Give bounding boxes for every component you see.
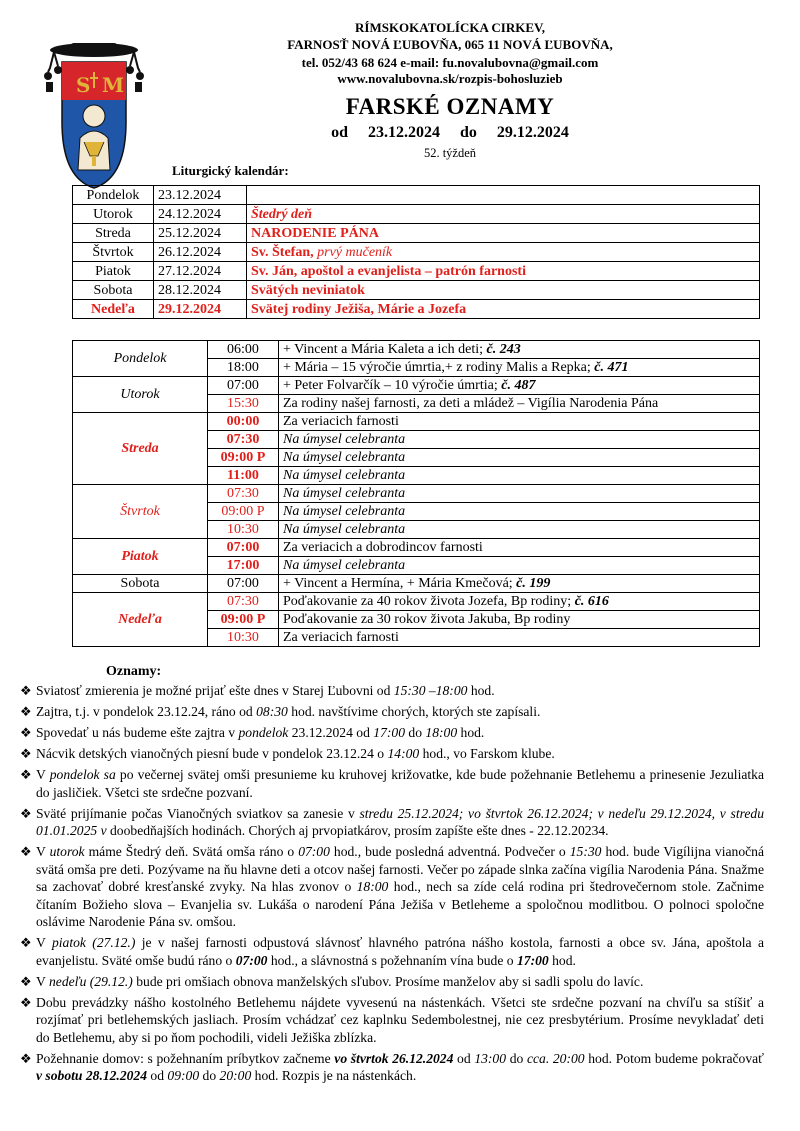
diamond-bullet-icon: ❖ [20, 767, 32, 782]
church-name: RÍMSKOKATOLÍCKA CIRKEV, [355, 20, 545, 35]
table-row: 11:00 Na úmysel celebranta [73, 467, 760, 485]
table-row: 10:30 Za veriacich farnosti [73, 629, 760, 647]
parish-contact: tel. 052/43 68 624 e-mail: fu.novalubovna@gmail.com [301, 55, 599, 70]
list-item: ❖ Nácvik detských vianočných piesní bude v pondelok 23.12.24 o 14:00 hod., vo Farskom klube. [20, 746, 555, 761]
table-row: Piatok 07:00 Za veriacich a dobrodincov farnosti [73, 539, 760, 557]
list-item: ❖ V nedeľu (29.12.) bude pri omšiach obnova manželských sľubov. Prosíme manželov aby si sadli spolu do lavíc. [20, 973, 644, 989]
table-row: 09:00 P Na úmysel celebranta [73, 449, 760, 467]
table-row: Utorok 24.12.2024 Štedrý deň [73, 205, 760, 224]
diamond-bullet-icon: ❖ [20, 994, 32, 1010]
diamond-bullet-icon: ❖ [20, 704, 32, 719]
table-row: Streda 00:00 Za veriacich farnosti [73, 413, 760, 431]
day-cell: Nedeľa [73, 593, 208, 647]
table-row: 18:00 + Mária – 15 výročie úmrtia,+ z rodiny Malis a Repka; č. 471 [73, 359, 760, 377]
parish-crest-logo [40, 38, 148, 190]
table-row: 10:30 Na úmysel celebranta [73, 521, 760, 539]
day-cell: Štvrtok [73, 485, 208, 539]
list-item: ❖ Dobu prevádzky nášho kostolného Betlehemu nájdete vyvesenú na nástenkách. Všetci ste srdečne pozvaní na chvíľu sa stíšiť a rozjímať pri betlehemských jasliach. Prosím vchádzať cez kaplnku Sedembolestnej, nie cez presbytérium. Prosíme nevykladať deti do Betlehemu, aby si po ňom pochodili, videli Ježiška zblízka. [20, 994, 764, 1045]
day-cell: Utorok [73, 377, 208, 413]
mass-schedule-table [72, 340, 760, 647]
parish-address: FARNOSŤ NOVÁ ĽUBOVŇA, 065 11 NOVÁ ĽUBOVŇA, [287, 37, 613, 52]
diamond-bullet-icon: ❖ [20, 683, 32, 698]
svg-text:S: S [76, 73, 91, 97]
table-row: Pondelok 06:00 + Vincent a Mária Kaleta a ich deti; č. 243 [73, 341, 760, 359]
day-cell: Pondelok [73, 341, 208, 377]
table-row: 09:00 P Poďakovanie za 30 rokov života Jakuba, Bp rodiny [73, 611, 760, 629]
table-row: Nedeľa 29.12.2024 Svätej rodiny Ježiša, Márie a Jozefa [73, 300, 760, 319]
parish-website: www.novalubovna.sk/rozpis-bohosluzieb [337, 71, 563, 86]
notices-list [22, 682, 764, 1088]
day-cell: Streda [73, 413, 208, 485]
diamond-bullet-icon: ❖ [20, 805, 32, 821]
table-row: Pondelok 23.12.2024 [73, 186, 760, 205]
liturgical-calendar-table [72, 185, 760, 319]
diamond-bullet-icon: ❖ [20, 1050, 32, 1066]
svg-text:M: M [102, 73, 125, 97]
table-row: Streda 25.12.2024 NARODENIE PÁNA [73, 224, 760, 243]
calendar-label: Liturgický kalendár: [172, 163, 289, 178]
list-item: ❖ V utorok máme Štedrý deň. Svätá omša ráno o 07:00 hod., bude posledná adventná. Podvečer o 15:30 hod. bude Vigílijna vianočná svätá omša pre deti. Pozývame na ňu hlavne deti a otcov našej farnosti. Večer po západe slnka začína vigília Narodenia Pána. Snažme sa zachovať dobré kresťanské zvyky. Na hlas zvonov o 18:00 hod., nech sa zíde celá rodina pri štedrovečernom stole. Začnime čítaním Božieho slova – Evanjelia sv. Lukáša o narodení Pána Ježiša v Betleheme a spoločnou modlitbou. O polnoci spoločne oslávime Narodenie Pána sv. omšou. [20, 844, 764, 929]
day-cell: Piatok [73, 539, 208, 575]
diamond-bullet-icon: ❖ [20, 746, 32, 761]
table-row: Štvrtok 07:30 Na úmysel celebranta [73, 485, 760, 503]
week-number: 52. týždeň [423, 146, 477, 160]
list-item: ❖ Sviatosť zmierenia je možné prijať ešte dnes v Starej Ľubovni od 15:30 –18:00 hod. [20, 683, 495, 698]
table-row: 15:30 Za rodiny našej farnosti, za deti a mládež – Vigília Narodenia Pána [73, 395, 760, 413]
diamond-bullet-icon: ❖ [20, 725, 32, 740]
table-row: 17:00 Na úmysel celebranta [73, 557, 760, 575]
list-item: ❖ Zajtra, t.j. v pondelok 23.12.24, ráno od 08:30 hod. navštívime chorých, ktorých ste zapísali. [20, 704, 541, 719]
table-row: 09:00 P Na úmysel celebranta [73, 503, 760, 521]
table-row: Sobota 07:00 + Vincent a Hermína, + Mária Kmečová; č. 199 [73, 575, 760, 593]
list-item: ❖ V pondelok sa po večernej svätej omši presunieme ku kruhovej križovatke, kde bude požehnanie Betlehemu a prinesenie Jezuliatka do jasličiek. Všetci ste srdečne pozvaní. [20, 767, 764, 800]
table-row: Nedeľa 07:30 Poďakovanie za 40 rokov života Jozefa, Bp rodiny; č. 616 [73, 593, 760, 611]
table-row: Štvrtok 26.12.2024 Sv. Štefan, prvý mučeník [73, 243, 760, 262]
table-row: Piatok 27.12.2024 Sv. Ján, apoštol a evanjelista – patrón farnosti [73, 262, 760, 281]
page-title: FARSKÉ OZNAMY [345, 94, 555, 119]
list-item: ❖ Požehnanie domov: s požehnaním príbytkov začneme vo štvrtok 26.12.2024 od 13:00 do cca. 20:00 hod. Potom budeme pokračovať v sobotu 28.12.2024 od 09:00 do 20:00 hod. Rozpis je na nástenkách. [20, 1050, 764, 1083]
table-row: 07:30 Na úmysel celebranta [73, 431, 760, 449]
date-range: od 23.12.2024 do 29.12.2024 [331, 124, 569, 141]
table-row: Utorok 07:00 + Peter Folvarčík – 10 výročie úmrtia; č. 487 [73, 377, 760, 395]
list-item: ❖ Sväté prijímanie počas Vianočných sviatkov sa zanesie v stredu 25.12.2024; vo štvrtok 26.12.2024; v nedeľu 29.12.2024, v stredu 01.01.2025 v doobedňajších hodinách. Chorých aj prvopiatkárov, prosím zapíšte ešte dnes - 22.12.20234. [20, 805, 765, 838]
day-cell: Sobota [73, 575, 208, 593]
list-item: ❖ Spovedať u nás budeme ešte zajtra v pondelok 23.12.2024 od 17:00 do 18:00 hod. [20, 725, 485, 740]
list-item: ❖ V piatok (27.12.) je v našej farnosti odpustová slávnosť hlavného patróna nášho kostola, farnosti a obce sv. Jána, apoštola a evanjelistu. Sväté omše budú ráno o 07:00 hod., a slávnostná s požehnaním vína bude o 17:00 hod. [20, 935, 764, 968]
diamond-bullet-icon: ❖ [20, 935, 32, 950]
diamond-bullet-icon: ❖ [20, 844, 32, 859]
notices-heading: Oznamy: [106, 664, 162, 679]
diamond-bullet-icon: ❖ [20, 973, 32, 989]
table-row: Sobota 28.12.2024 Svätých neviniatok [73, 281, 760, 300]
